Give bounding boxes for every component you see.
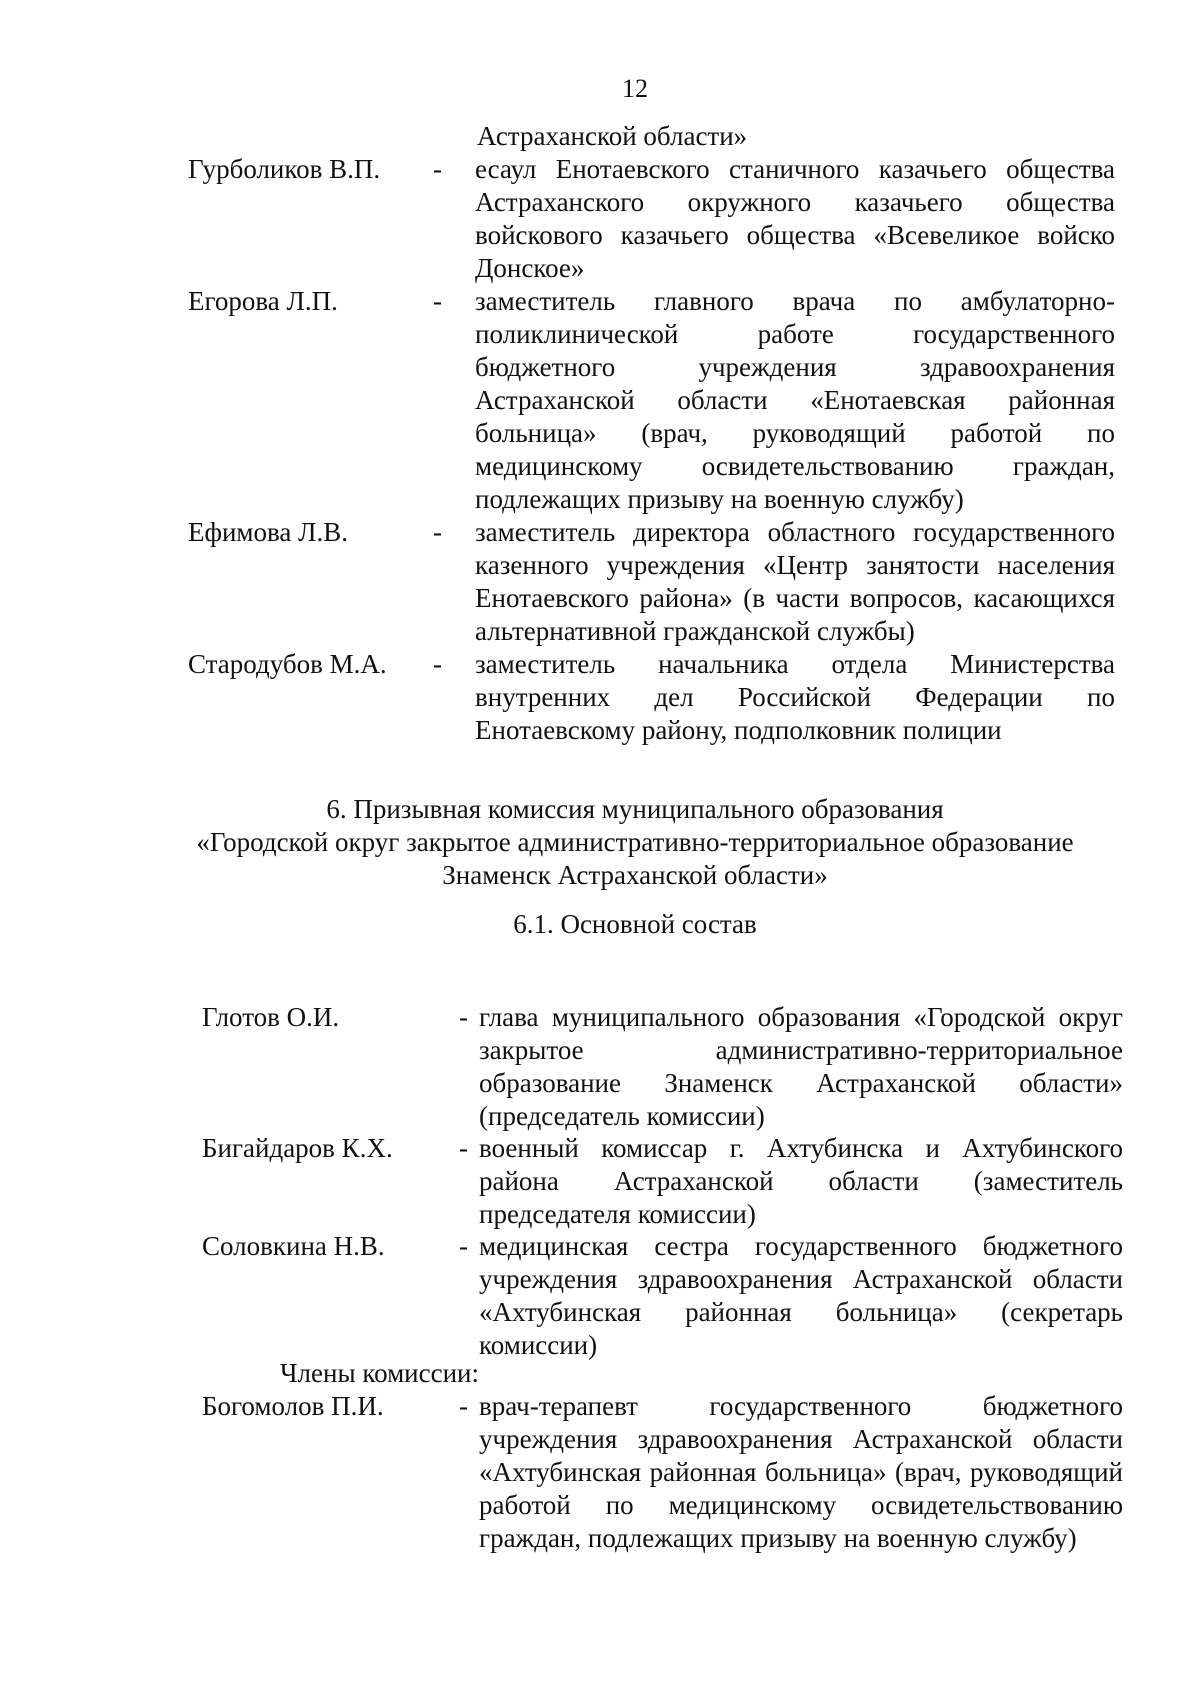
dash: - bbox=[459, 1391, 468, 1421]
member-name: Бигайдаров К.Х. bbox=[202, 1133, 393, 1163]
member-position: заместитель главного врача по амбулаторно-поликлинической работе государственного бюджетного учреждения здравоохранения Астраханской области «Енотаевская районная больница» (врач, руководящий работой по медицинскому освидетельствованию граждан, подлежащих призыву на военную службу) bbox=[475, 286, 1115, 514]
section-heading bbox=[150, 793, 1120, 892]
member-position: заместитель начальника отдела Министерства внутренних дел Российской Федерации по Енотаевскому району, подполковник полиции bbox=[475, 649, 1115, 745]
page-number: 12 bbox=[622, 74, 648, 103]
member-position: медицинская сестра государственного бюджетного учреждения здравоохранения Астраханской области «Ахтубинская районная больница» (секретарь комиссии) bbox=[479, 1231, 1123, 1360]
section-heading-line2: «Городской округ закрытое административно-территориальное образование bbox=[196, 827, 1074, 857]
member-name: Ефимова Л.В. bbox=[188, 517, 348, 547]
dash: - bbox=[459, 1133, 468, 1163]
dash: - bbox=[459, 1002, 468, 1032]
dash: - bbox=[433, 286, 442, 316]
member-position: глава муниципального образования «Городской округ закрытое административно-территориальное образование Знаменск Астраханской области» (председатель комиссии) bbox=[479, 1002, 1123, 1131]
dash: - bbox=[433, 517, 442, 547]
subsection-heading: 6.1. Основной состав bbox=[513, 909, 757, 939]
dash: - bbox=[459, 1231, 468, 1261]
member-position: военный комиссар г. Ахтубинска и Ахтубинского района Астраханской области (заместитель председателя комиссии) bbox=[479, 1133, 1123, 1229]
dash: - bbox=[433, 154, 442, 184]
member-name: Егорова Л.П. bbox=[188, 286, 338, 316]
member-position: есаул Енотаевского станичного казачьего общества Астраханского окружного казачьего общества войскового казачьего общества «Всевеликое войско Донское» bbox=[475, 154, 1115, 283]
dash: - bbox=[433, 649, 442, 679]
member-name: Богомолов П.И. bbox=[202, 1391, 384, 1421]
member-name: Глотов О.И. bbox=[202, 1002, 340, 1032]
member-position: заместитель директора областного государственного казенного учреждения «Центр занятости населения Енотаевского района» (в части вопросов, касающихся альтернативной гражданской службы) bbox=[475, 517, 1115, 646]
member-name: Гурболиков В.П. bbox=[188, 154, 381, 184]
continuation-text: Астраханской области» bbox=[477, 121, 748, 151]
member-position: врач-терапевт государственного бюджетного учреждения здравоохранения Астраханской области «Ахтубинская районная больница» (врач, руководящий работой по медицинскому освидетельствованию граждан, подлежащих призыву на военную службу) bbox=[479, 1391, 1123, 1553]
member-name: Стародубов М.А. bbox=[188, 649, 387, 679]
section-heading-line3: Знаменск Астраханской области» bbox=[442, 860, 828, 890]
section-heading-line1: 6. Призывная комиссия муниципального образования bbox=[326, 794, 944, 824]
members-label: Члены комиссии: bbox=[280, 1358, 479, 1388]
member-name: Соловкина Н.В. bbox=[202, 1231, 385, 1261]
